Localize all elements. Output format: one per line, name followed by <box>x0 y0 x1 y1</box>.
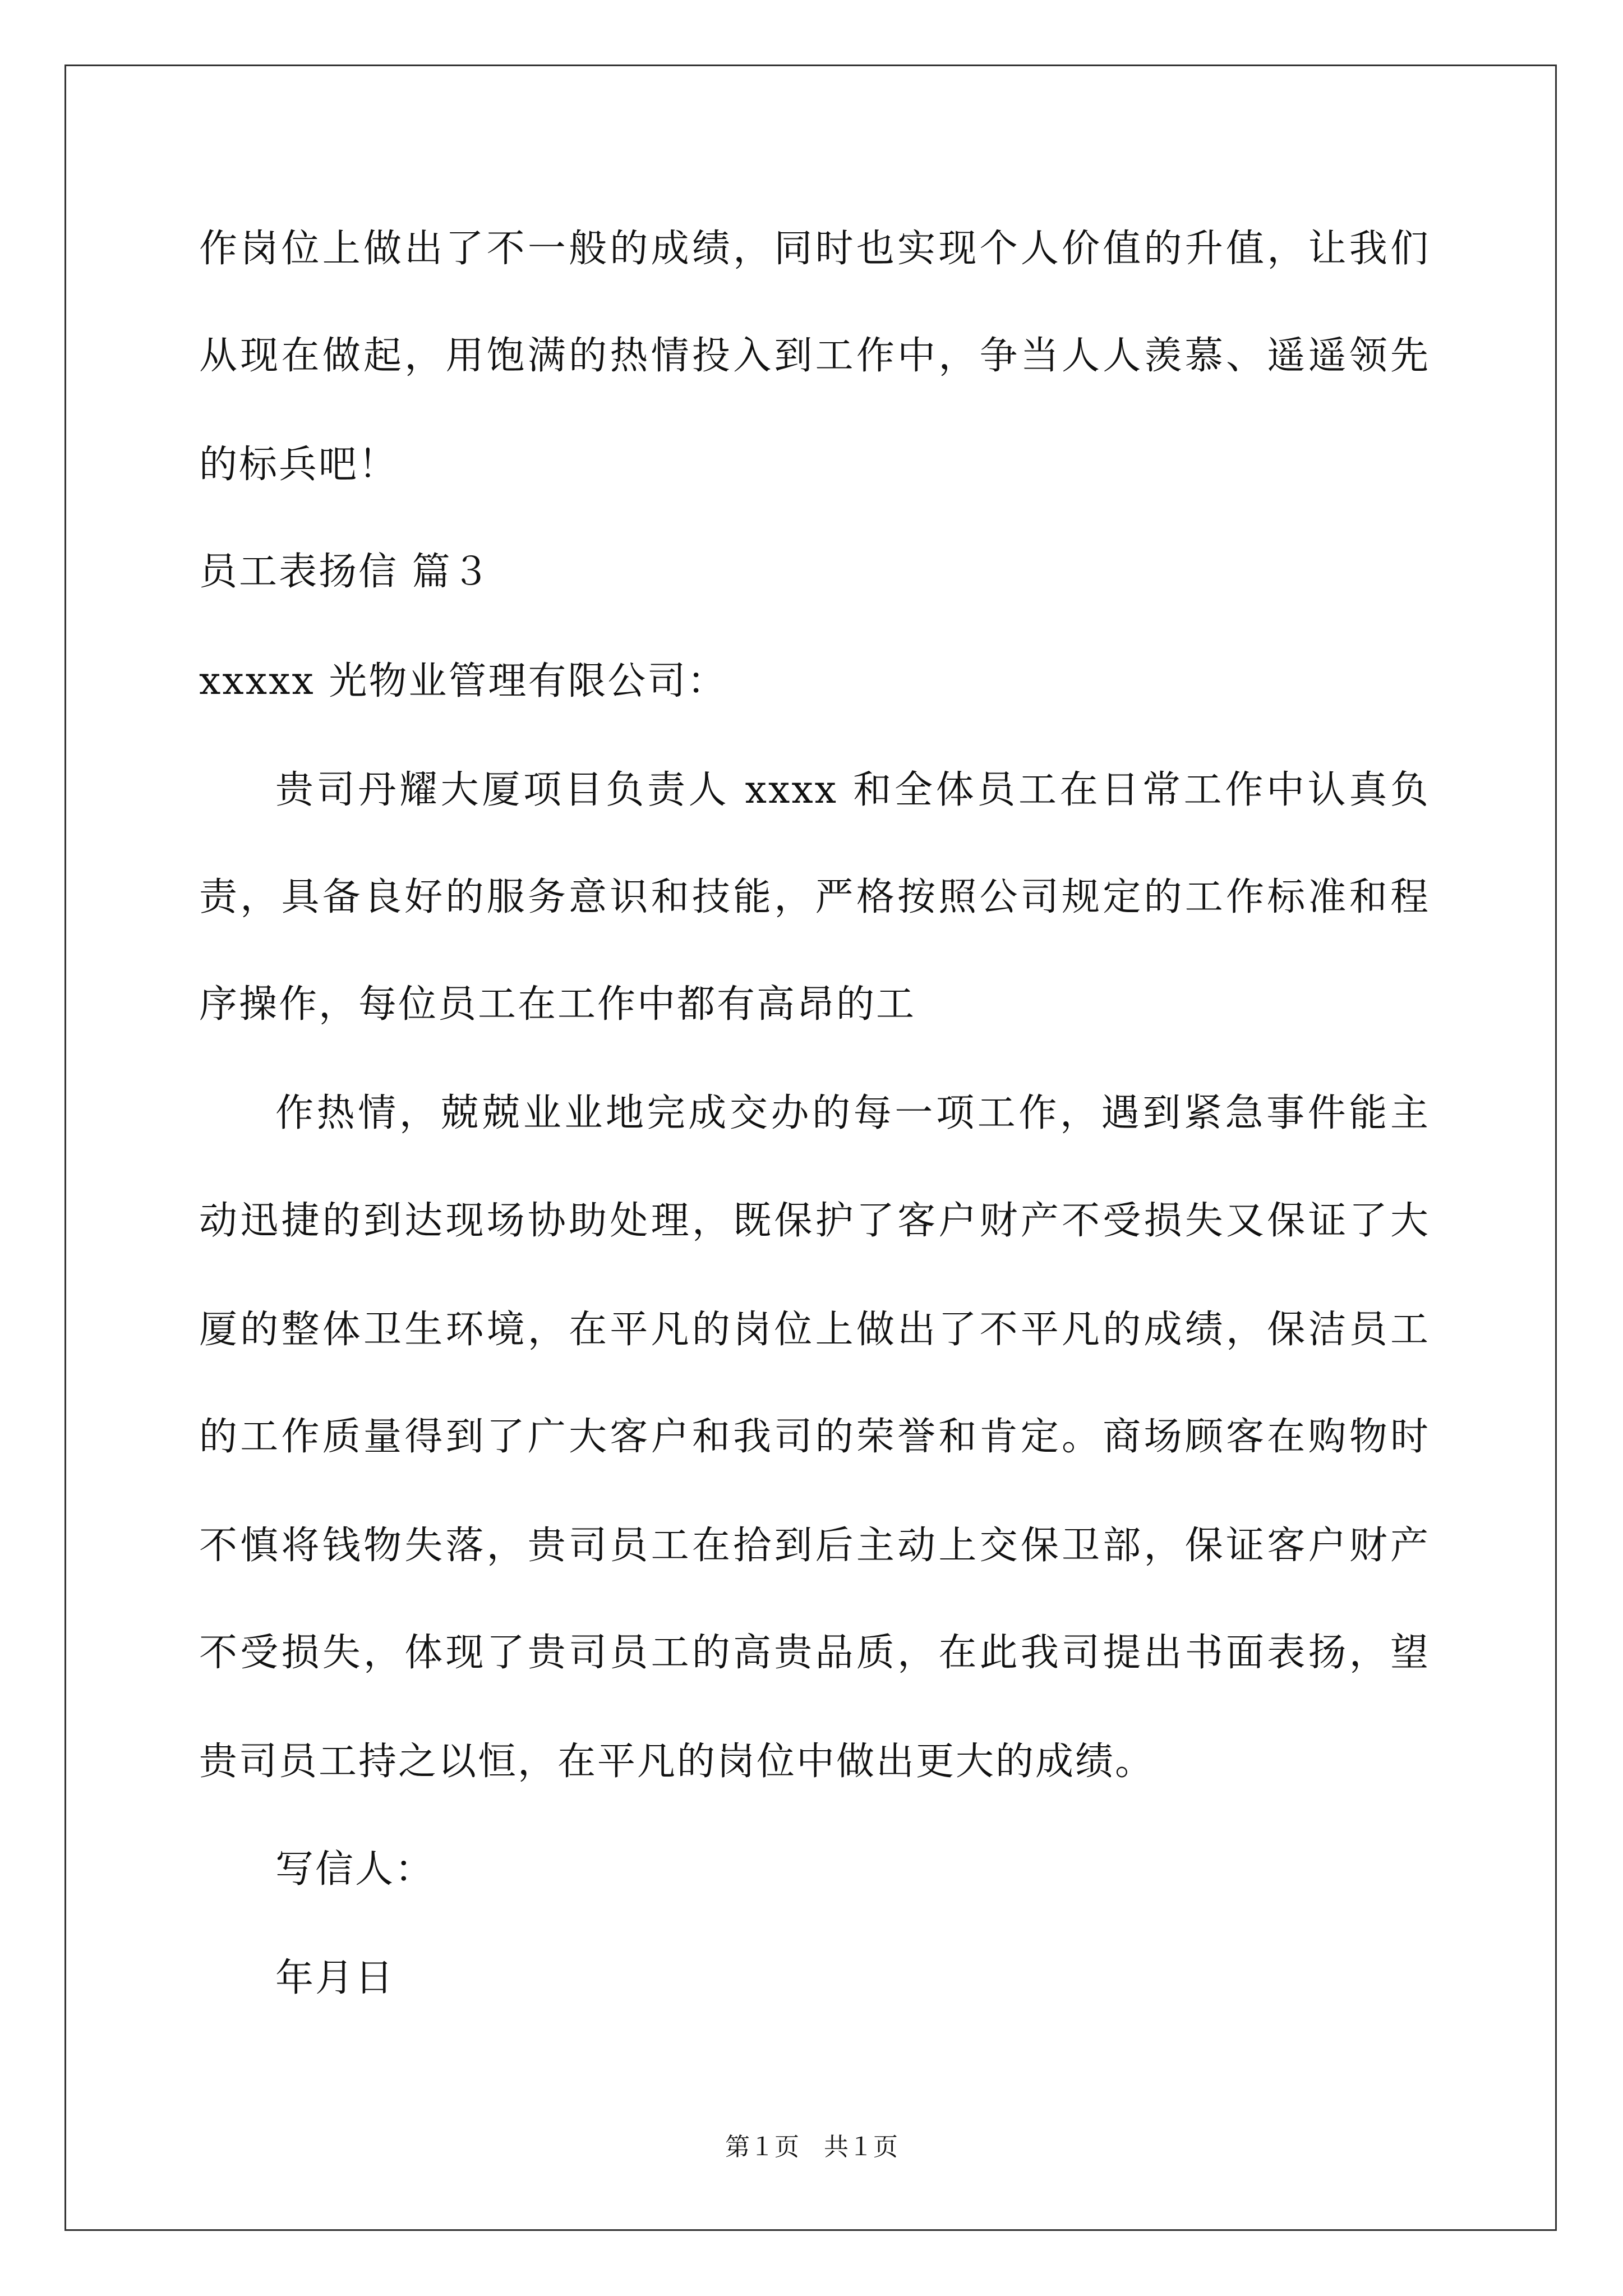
signature-label: 写信人： <box>275 1847 435 1892</box>
paragraph-line: 从现在做起，用饱满的热情投入到工作中，争当人人羡慕、遥遥领先 <box>199 334 1430 378</box>
paragraph-line: 的工作质量得到了广大客户和我司的荣誉和肯定。商场顾客在购物时 <box>199 1415 1430 1459</box>
section-heading: 员工表扬信 篇３ <box>199 550 492 594</box>
page-footer: 第１页 共１页 <box>725 2133 898 2161</box>
paragraph-line: 不慎将钱物失落，贵司员工在拾到后主动上交保卫部，保证客户财产 <box>199 1524 1430 1568</box>
salutation: xxxxx 光物业管理有限公司： <box>199 659 727 703</box>
paragraph-line: 不受损失，体现了贵司员工的高贵品质，在此我司提出书面表扬，望 <box>199 1631 1430 1675</box>
paragraph-line: 厦的整体卫生环境，在平凡的岗位上做出了不平凡的成绩，保洁员工 <box>199 1308 1430 1352</box>
paragraph-line: 贵司员工持之以恒，在平凡的岗位中做出更大的成绩。 <box>199 1740 1155 1784</box>
paragraph-line: 的标兵吧！ <box>199 443 399 487</box>
paragraph-line: 贵司丹耀大厦项目负责人 xxxx 和全体员工在日常工作中认真负 <box>275 768 1430 812</box>
date-label: 年月日 <box>275 1956 395 2000</box>
paragraph-line: 动迅捷的到达现场协助处理，既保护了客户财产不受损失又保证了大 <box>199 1199 1430 1243</box>
paragraph-line: 作热情，兢兢业业地完成交办的每一项工作，遇到紧急事件能主 <box>275 1091 1430 1135</box>
paragraph-line: 序操作，每位员工在工作中都有高昂的工 <box>199 982 916 1027</box>
page-border <box>64 65 1557 2231</box>
paragraph-line: 责，具备良好的服务意识和技能，严格按照公司规定的工作标准和程 <box>199 875 1430 919</box>
paragraph-line: 作岗位上做出了不一般的成绩，同时也实现个人价值的升值，让我们 <box>199 227 1430 271</box>
